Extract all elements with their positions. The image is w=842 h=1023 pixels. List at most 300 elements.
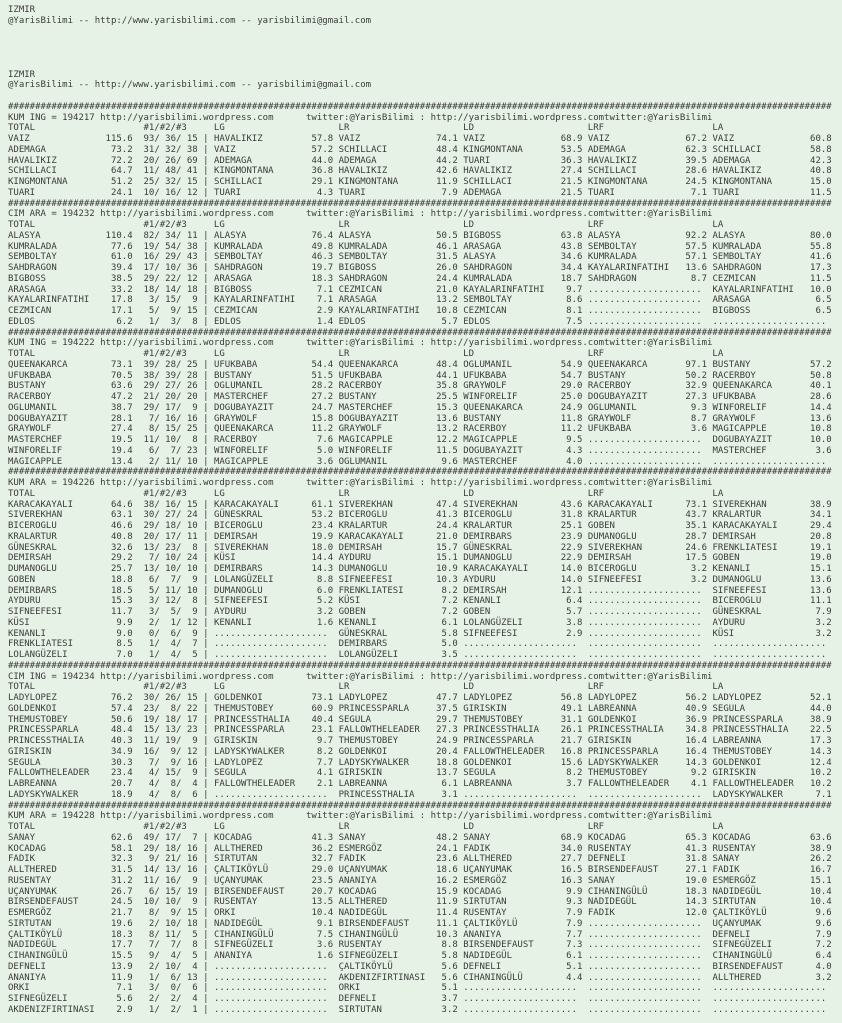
col-header-lg: LG: [213, 488, 339, 499]
section-header-line: [8, 209, 842, 220]
stat-row: [8, 231, 842, 242]
ld-value: 63.8: [549, 230, 583, 241]
lg-empty: .....................: [213, 1004, 334, 1015]
place-stats: 29/ 17/ 9: [143, 402, 198, 413]
ld-value: 8.1: [549, 306, 583, 316]
pipe-separator: |: [197, 456, 214, 467]
pipe-separator: |: [197, 155, 214, 166]
lr-name: KARACAKAYALI: [338, 531, 426, 542]
lg-value: 9.1: [300, 918, 334, 929]
lg-value: 19.9: [300, 531, 334, 542]
stat-row: [8, 381, 842, 392]
total-name: VAIZ: [8, 134, 95, 144]
lrf-value: 3.6: [674, 424, 708, 435]
lrf-value: 73.1: [674, 499, 708, 510]
lrf-empty: .....................: [587, 1004, 708, 1015]
column-header-line: [8, 822, 842, 833]
total-name: RACERBOY: [8, 392, 95, 402]
ld-value: 25.1: [549, 521, 583, 531]
ld-name: THEMUSTOBEY: [463, 714, 550, 725]
lg-name: SEGULA: [213, 768, 301, 779]
stat-row: [8, 414, 842, 425]
total-value: 47.2: [94, 392, 133, 402]
col-header-la: LA: [712, 220, 724, 230]
place-stats: 9/ 4/ 5: [143, 951, 198, 961]
col-header-stats: #1/#2/#3: [143, 822, 214, 832]
lg-value: 29.0: [300, 865, 334, 875]
lr-value: 5.0: [425, 639, 458, 650]
lr-value: 9.6: [425, 456, 458, 467]
section-title: KUM ING = 194217 http://yarisbilimi.wordpress.com: [8, 112, 307, 123]
lrf-name: DOGUBAYAZIT: [587, 392, 675, 402]
ld-name: BICEROGLU: [463, 510, 550, 521]
lg-value: 19.7: [300, 263, 334, 273]
place-stats: 2/ 10/ 18: [143, 918, 198, 929]
lrf-value: 18.3: [674, 886, 708, 897]
lr-value: 3.1: [425, 789, 458, 800]
ld-value: 49.1: [549, 703, 583, 714]
stat-row: [8, 833, 842, 844]
lg-value: 40.4: [300, 714, 334, 725]
la-name: SIFNEGÜZELI: [712, 940, 800, 951]
lr-name: MAGICAPPLE: [338, 435, 426, 445]
pipe-separator: |: [197, 929, 214, 940]
la-value: 7.9: [799, 607, 832, 617]
la-value: 13.6: [799, 574, 832, 585]
total-value: 64.6: [94, 499, 133, 510]
total-name: ESMERGÖZ: [8, 908, 95, 918]
lrf-name: GOLDENKOI: [587, 714, 675, 725]
ld-name: NADIDEGÜL: [463, 951, 550, 961]
lg-value: 60.9: [300, 703, 334, 714]
total-value: 7.1: [94, 983, 133, 994]
lr-value: 44.2: [425, 155, 458, 166]
lr-name: VAIZ: [338, 134, 426, 144]
pipe-separator: |: [197, 273, 214, 284]
lr-name: WINFORELIF: [338, 445, 426, 456]
pipe-separator: |: [197, 736, 214, 746]
total-value: 17.7: [94, 940, 133, 951]
lr-value: 13.2: [425, 295, 458, 306]
lg-name: SIFNEGÜZELI: [213, 940, 301, 951]
lrf-name: OGLUMANIL: [587, 402, 675, 413]
col-header-total: TOTAL: [8, 220, 144, 230]
la-name: GRAYWOLF: [712, 413, 800, 424]
section-header-line: [8, 113, 842, 124]
la-value: 29.4: [799, 521, 832, 531]
ld-name: ÇALTIKÖYLÜ: [463, 918, 550, 929]
la-value: 10.0: [799, 284, 832, 295]
lg-name: AYDURU: [213, 607, 301, 617]
total-name: FRENKLIATESI: [8, 639, 95, 650]
total-value: 64.7: [94, 166, 133, 177]
total-name: RUSENTAY: [8, 875, 95, 886]
ld-name: FALLOWTHELEADER: [463, 746, 550, 757]
stat-row: [8, 908, 842, 919]
lg-value: 1.6: [300, 951, 334, 961]
place-stats: 25/ 32/ 15: [143, 177, 198, 187]
contact-line: @YarisBilimi -- http://www.yarisbilimi.com -- yarisbilimi@gmail.com: [8, 15, 372, 26]
lg-value: 5.2: [300, 596, 334, 607]
lr-value: 44.1: [425, 370, 458, 381]
lrf-value: 7.1: [674, 187, 708, 198]
total-value: 32.3: [94, 854, 133, 865]
place-stats: 4/ 15/ 9: [143, 768, 198, 779]
lrf-empty: .....................: [587, 284, 708, 295]
lrf-name: RUSENTAY: [587, 843, 675, 854]
lrf-empty: .....................: [587, 994, 708, 1004]
total-name: ORKI: [8, 983, 95, 994]
ld-name: LABREANNA: [463, 779, 550, 789]
stat-row: [8, 629, 842, 640]
pipe-separator: |: [197, 607, 214, 617]
lr-value: 29.7: [425, 714, 458, 725]
total-name: ANANIYA: [8, 972, 95, 983]
lg-value: 46.3: [300, 252, 334, 263]
place-stats: 15/ 13/ 23: [143, 725, 198, 736]
ld-name: DOGUBAYAZIT: [463, 445, 550, 456]
lr-name: SANAY: [338, 832, 426, 843]
ld-value: 14.0: [549, 564, 583, 574]
separator-line: ########################################################################################################################################################: [8, 101, 832, 112]
col-header-la: LA: [712, 123, 724, 134]
ld-name: SANAY: [463, 832, 550, 843]
stat-row: [8, 607, 842, 618]
la-value: 52.1: [799, 693, 832, 703]
la-name: HAVALIKIZ: [712, 166, 800, 177]
la-name: CEZMICAN: [712, 273, 800, 284]
ld-name: SCHILLACI: [463, 177, 550, 187]
lr-value: 24.9: [425, 736, 458, 746]
stat-row: [8, 252, 842, 263]
lrf-empty: .....................: [587, 961, 708, 972]
ld-value: 16.8: [549, 746, 583, 757]
lrf-empty: .....................: [587, 607, 708, 617]
ld-name: RUSENTAY: [463, 908, 550, 918]
col-header-total: TOTAL: [8, 488, 144, 499]
ld-name: EDLOS: [463, 316, 550, 327]
ld-value: 4.3: [549, 445, 583, 456]
col-header-ld: LD: [463, 123, 588, 134]
stat-row: [8, 596, 842, 607]
lg-value: 8.2: [300, 746, 334, 757]
lrf-name: KOCADAG: [587, 832, 675, 843]
lr-value: 21.0: [425, 531, 458, 542]
la-name: KENANLI: [712, 564, 800, 574]
la-name: RUSENTAY: [712, 843, 800, 854]
stat-row: [8, 586, 842, 597]
ld-value: 34.0: [549, 843, 583, 854]
lrf-value: 3.2: [674, 574, 708, 585]
lg-name: CEZMICAN: [213, 306, 301, 316]
lrf-value: 24.5: [674, 177, 708, 187]
section-social-2: twitter:@YarisBilimi: [604, 671, 713, 682]
place-stats: 21/ 20/ 20: [143, 392, 198, 402]
total-name: BIRSENDEFAUST: [8, 897, 95, 908]
lr-value: 35.8: [425, 381, 458, 392]
la-name: FALLOWTHELEADER: [712, 779, 800, 789]
lg-name: BIRSENDEFAUST: [213, 886, 301, 897]
stat-row: [8, 134, 842, 145]
total-value: 38.7: [94, 402, 133, 413]
place-stats: 39/ 28/ 25: [143, 359, 198, 370]
ld-value: 7.3: [549, 940, 583, 951]
city-line: IZMIR: [8, 69, 36, 80]
place-stats: 1/ 2/ 1: [143, 1004, 198, 1015]
lg-name: SCHILLACI: [213, 177, 301, 187]
la-value: 38.9: [799, 499, 832, 510]
la-value: 63.6: [799, 832, 832, 843]
section-header-line: [8, 338, 842, 349]
ld-value: 21.7: [549, 736, 583, 746]
lrf-value: 62.3: [674, 144, 708, 155]
la-name: ARASAGA: [712, 295, 800, 306]
lg-name: HAVALIKIZ: [213, 134, 301, 144]
lrf-name: SIFNEEFESI: [587, 574, 675, 585]
col-header-total: TOTAL: [8, 123, 144, 134]
total-value: 6.2: [94, 316, 133, 327]
ld-value: 53.5: [549, 144, 583, 155]
lg-name: CIHANINGÜLÜ: [213, 929, 301, 940]
section-kum-ing-194217: [8, 102, 842, 199]
pipe-separator: |: [197, 370, 214, 381]
stat-row: [8, 360, 842, 371]
lr-name: DUMANOGLU: [338, 564, 426, 574]
pipe-separator: |: [197, 940, 214, 951]
ld-value: 18.7: [549, 273, 583, 284]
lg-value: 18.3: [300, 273, 334, 284]
total-value: 18.5: [94, 585, 133, 596]
lrf-value: 27.3: [674, 392, 708, 402]
la-name: LADYSKYWALKER: [712, 789, 800, 800]
la-name: PRINCESSTHALIA: [712, 725, 800, 736]
total-value: 63.1: [94, 510, 133, 521]
pipe-separator: |: [197, 359, 214, 370]
total-name: SANAY: [8, 832, 95, 843]
total-value: 32.6: [94, 542, 133, 553]
lrf-value: 57.1: [674, 252, 708, 263]
lr-value: 15.7: [425, 542, 458, 553]
pipe-separator: |: [197, 714, 214, 725]
ld-value: 3.7: [549, 779, 583, 789]
place-stats: 29/ 18/ 16: [143, 843, 198, 854]
section-social: twitter:@YarisBilimi : http://yarisbilimi.wordpress.com: [306, 671, 605, 682]
total-name: MASTERCHEF: [8, 435, 95, 445]
total-value: 110.4: [94, 230, 133, 241]
total-name: KARACAKAYALI: [8, 499, 95, 510]
lg-name: LADYSKYWALKER: [213, 746, 301, 757]
place-stats: 11/ 19/ 9: [143, 736, 198, 746]
total-name: KENANLI: [8, 628, 95, 639]
lg-name: MAGICAPPLE: [213, 456, 301, 467]
total-value: 27.4: [94, 424, 133, 435]
ld-value: 68.9: [549, 134, 583, 144]
ld-name: KOCADAG: [463, 886, 550, 897]
section-social-2: twitter:@YarisBilimi: [604, 478, 713, 488]
total-value: 19.4: [94, 445, 133, 456]
total-value: 17.1: [94, 306, 133, 316]
lr-name: ESMERGÖZ: [338, 843, 426, 854]
total-name: FALLOWTHELEADER: [8, 768, 95, 779]
ld-name: BIGBOSS: [463, 230, 550, 241]
total-value: 24.1: [94, 187, 133, 198]
pipe-separator: |: [197, 166, 214, 177]
lr-name: ADEMAGA: [338, 155, 426, 166]
stat-row: [8, 543, 842, 554]
blank-line: [8, 91, 842, 102]
ld-value: 34.4: [549, 263, 583, 273]
lr-name: SEGULA: [338, 714, 426, 725]
col-header-ld: LD: [463, 682, 588, 693]
la-name: BIGBOSS: [712, 306, 800, 316]
lg-name: KUMRALADA: [213, 241, 301, 252]
lrf-value: 57.5: [674, 241, 708, 252]
total-value: 40.3: [94, 736, 133, 746]
place-stats: 2/ 2/ 4: [143, 994, 198, 1004]
stat-row: [8, 854, 842, 865]
lr-value: 24.1: [425, 843, 458, 854]
section-social-2: twitter:@YarisBilimi: [604, 811, 713, 822]
section-title: KUM ARA = 194228 http://yarisbilimi.wordpress.com: [8, 811, 307, 822]
stat-row: [8, 532, 842, 543]
la-name: DOGUBAYAZIT: [712, 435, 800, 445]
la-value: 3.2: [799, 617, 832, 628]
stat-row: [8, 553, 842, 564]
pipe-separator: |: [197, 574, 214, 585]
place-stats: 8/ 15/ 25: [143, 424, 198, 435]
ld-value: 6.1: [549, 951, 583, 961]
lg-value: 57.2: [300, 144, 334, 155]
total-value: 61.0: [94, 252, 133, 263]
sections-container: [8, 102, 842, 1016]
pipe-separator: |: [197, 617, 214, 628]
lr-name: CIHANINGÜLÜ: [338, 929, 426, 940]
total-name: SIFNEGÜZELI: [8, 994, 95, 1004]
lrf-name: QUEENAKARCA: [587, 359, 675, 370]
place-stats: 10/ 16/ 12: [143, 187, 198, 198]
stat-row: [8, 930, 842, 941]
lg-name: ÇALTIKÖYLÜ: [213, 865, 301, 875]
la-name: SANAY: [712, 854, 800, 865]
ld-name: DEFNELI: [463, 961, 550, 972]
ld-value: 7.9: [549, 908, 583, 918]
lrf-name: BICEROGLU: [587, 564, 675, 574]
stat-row: [8, 704, 842, 715]
la-name: FADIK: [712, 865, 800, 875]
total-name: MAGICAPPLE: [8, 456, 95, 467]
lg-empty: .....................: [213, 628, 334, 639]
total-name: KÜSI: [8, 617, 95, 628]
la-name: GOLDENKOI: [712, 757, 800, 768]
la-empty: .....................: [712, 456, 832, 467]
ld-name: ALLTHERED: [463, 854, 550, 865]
lg-value: 23.1: [300, 725, 334, 736]
lr-name: QUEENAKARCA: [338, 359, 426, 370]
ld-value: 31.8: [549, 510, 583, 521]
pipe-separator: |: [197, 1004, 214, 1015]
ld-name: KARACAKAYALI: [463, 564, 550, 574]
total-value: 19.6: [94, 918, 133, 929]
pipe-separator: |: [197, 983, 214, 994]
lg-value: 51.5: [300, 370, 334, 381]
stat-row: [8, 242, 842, 253]
pipe-separator: |: [197, 639, 214, 650]
total-name: KINGMONTANA: [8, 177, 95, 187]
total-value: 21.7: [94, 908, 133, 918]
lrf-empty: .....................: [587, 789, 708, 800]
col-header-ld: LD: [463, 822, 588, 832]
total-name: PRINCESSPARLA: [8, 725, 95, 736]
place-stats: 7/ 10/ 24: [143, 553, 198, 564]
ld-name: CEZMICAN: [463, 306, 550, 316]
col-header-stats: #1/#2/#3: [143, 220, 214, 230]
lg-value: 8.8: [300, 574, 334, 585]
lr-value: 11.9: [425, 897, 458, 908]
pipe-separator: |: [197, 134, 214, 144]
stat-row: [8, 650, 842, 661]
ld-value: 24.9: [549, 402, 583, 413]
ld-value: 9.5: [549, 435, 583, 445]
ld-name: SAHDRAGON: [463, 263, 550, 273]
la-name: MASTERCHEF: [712, 445, 800, 456]
pipe-separator: |: [197, 779, 214, 789]
lg-value: 13.5: [300, 897, 334, 908]
lg-value: 32.7: [300, 854, 334, 865]
lr-name: PRINCESSTHALIA: [338, 789, 426, 800]
place-stats: 0/ 6/ 9: [143, 628, 198, 639]
ld-name: OGLUMANIL: [463, 359, 550, 370]
ld-value: 26.1: [549, 725, 583, 736]
total-name: DEFNELI: [8, 961, 95, 972]
pipe-separator: |: [197, 402, 214, 413]
lg-name: MASTERCHEF: [213, 392, 301, 402]
lr-name: THEMUSTOBEY: [338, 736, 426, 746]
la-empty: .....................: [712, 316, 832, 327]
separator-line: ########################################################################################################################################################: [8, 660, 832, 671]
lg-name: GOLDENKOI: [213, 693, 301, 703]
lr-name: GIRISKIN: [338, 768, 426, 779]
col-header-la: LA: [712, 682, 724, 693]
lr-name: UFUKBABA: [338, 370, 426, 381]
stat-row: [8, 940, 842, 951]
col-header-lr: LR: [338, 349, 464, 359]
la-value: 17.3: [799, 263, 832, 273]
ld-name: SEMBOLTAY: [463, 295, 550, 306]
lg-value: 27.2: [300, 392, 334, 402]
place-stats: 38/ 16/ 15: [143, 499, 198, 510]
lg-value: 7.7: [300, 757, 334, 768]
lr-name: SIFNEEFESI: [338, 574, 426, 585]
stat-row: [8, 747, 842, 758]
lg-value: 15.8: [300, 413, 334, 424]
total-name: GÜNESKRAL: [8, 542, 95, 553]
ld-value: 9.9: [549, 886, 583, 897]
la-empty: .....................: [712, 1004, 832, 1015]
total-name: SEMBOLTAY: [8, 252, 95, 263]
lg-name: KÜSI: [213, 553, 301, 564]
place-stats: 6/ 7/ 23: [143, 445, 198, 456]
ld-name: WINFORELIF: [463, 392, 550, 402]
lr-value: 15.9: [425, 886, 458, 897]
total-value: 29.2: [94, 553, 133, 564]
lg-value: 6.0: [300, 585, 334, 596]
ld-value: 7.7: [549, 929, 583, 940]
lg-name: ALLTHERED: [213, 843, 301, 854]
total-name: LADYLOPEZ: [8, 693, 95, 703]
pipe-separator: |: [197, 435, 214, 445]
la-name: GOBEN: [712, 553, 800, 564]
lg-empty: .....................: [213, 650, 334, 660]
